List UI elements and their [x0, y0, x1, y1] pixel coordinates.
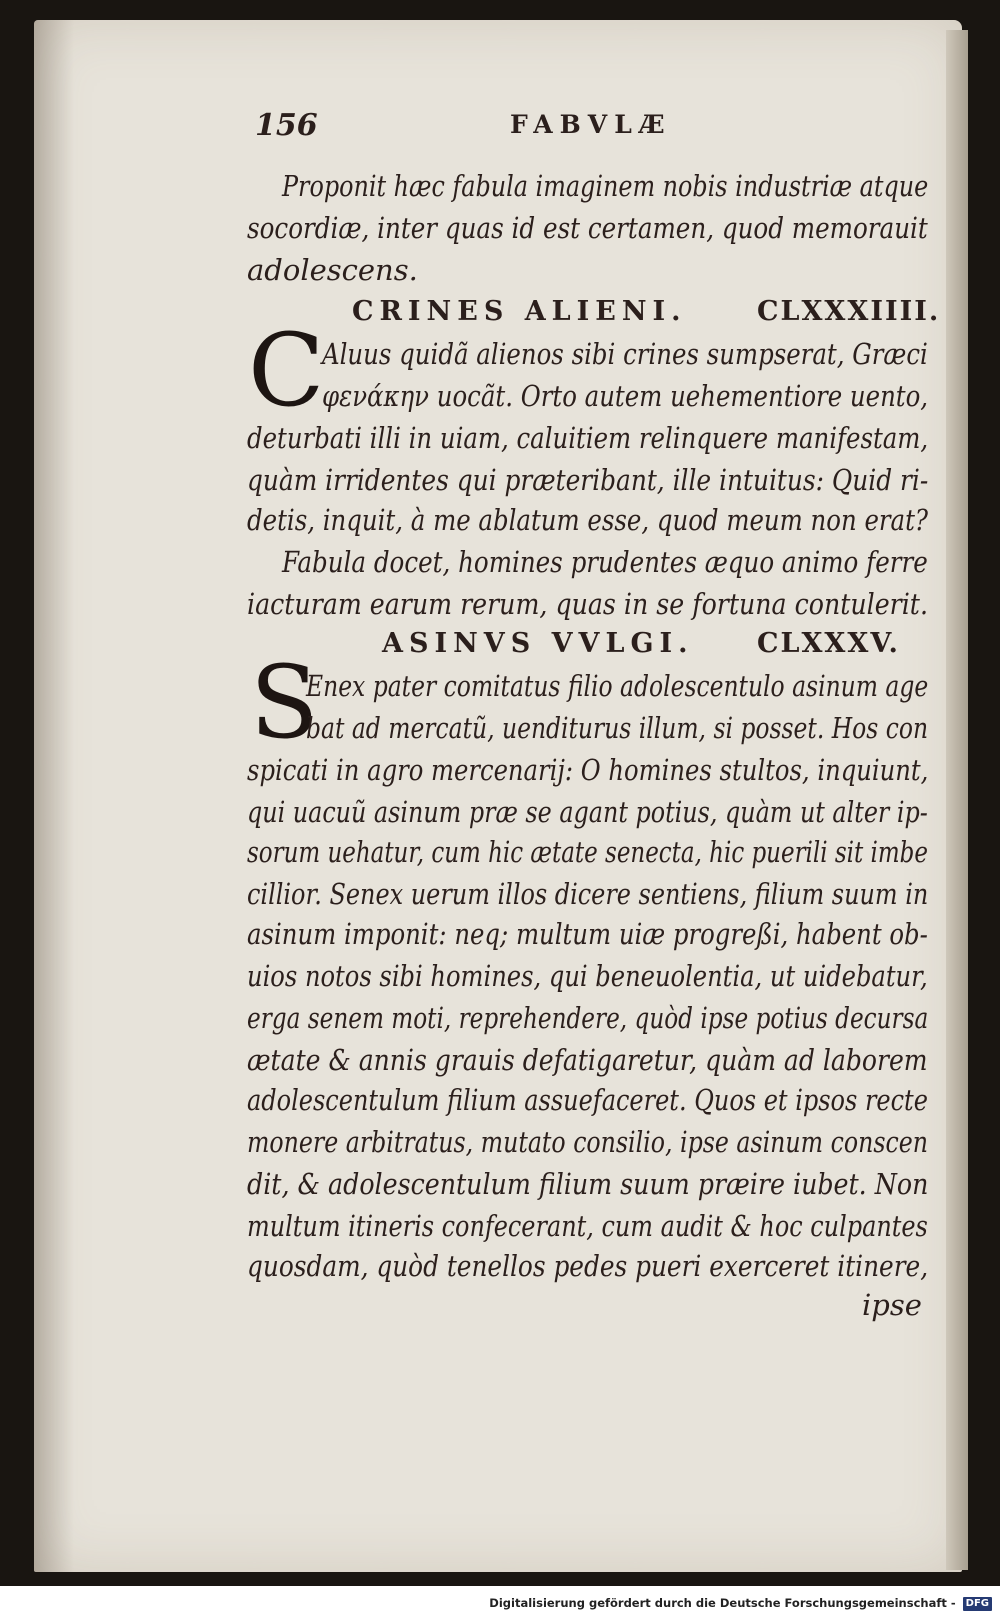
text-line: qui uacuũ asinum præ se agant potius, quàm ut alter ip-: [247, 795, 928, 829]
text-line: cillior. Senex uerum illos dicere sentiens, filium suum in: [247, 877, 929, 911]
text-line: Proponit hæc fabula imaginem nobis industriæ atque: [282, 169, 929, 203]
text-line: spicati in agro mercenarij: O homines stultos, inquiunt,: [247, 753, 929, 787]
text-line: Aluus quidã alienos sibi crines sumpserat, Græci: [322, 337, 928, 371]
text-line: socordiæ, inter quas id est certamen, quod memorauit: [247, 211, 928, 245]
text-line: monere arbitratus, mutato consilio, ipse asinum conscen: [247, 1125, 928, 1159]
fable-title: ASINVS VVLGI.: [382, 628, 694, 659]
text-line: adolescentulum filium assuefaceret. Quos et ipsos recte: [247, 1083, 928, 1117]
text-line: sorum uehatur, cum hic ætate senecta, hic puerili sit imbe: [247, 835, 928, 869]
fable-title: CRINES ALIENI.: [352, 296, 687, 327]
text-line: uios notos sibi homines, qui beneuolentia, ut uidebatur,: [247, 959, 928, 993]
text-line: adolescens.: [247, 253, 418, 287]
text-line: multum itineris confecerant, cum audit & hoc culpantes: [247, 1209, 928, 1243]
page-edge: [946, 30, 968, 1570]
text-line: asinum imponit: neq; multum uiæ progreßi, habent ob-: [247, 917, 928, 951]
footer-credit-text: Digitalisierung gefördert durch die Deutsche Forschungsgemeinschaft -: [489, 1596, 956, 1610]
footer-credit: [489, 1596, 992, 1611]
fable-heading: [382, 624, 927, 664]
text-line: deturbati illi in uiam, caluitiem relinquere manifestam,: [247, 421, 929, 455]
fable-number: CLXXXIIII.: [757, 296, 941, 327]
catchword: ipse: [862, 1288, 922, 1322]
moral-line: Fabula docet, homines prudentes æquo animo ferre: [282, 545, 928, 579]
text-line: detis, inquit, à me ablatum esse, quod meum non erat?: [247, 503, 929, 537]
text-line: Enex pater comitatus filio adolescentulo asinum age: [306, 669, 929, 703]
fable-number: CLXXXV.: [757, 628, 900, 659]
spine-shadow: [34, 20, 74, 1572]
footer-bar: [0, 1586, 1000, 1620]
drop-cap: C: [248, 312, 325, 429]
drop-cap: S: [250, 644, 319, 761]
moral-line: iacturam earum rerum, quas in se fortuna contulerit.: [247, 587, 928, 621]
text-line: bat ad mercatũ, uenditurus illum, si posset. Hos con: [306, 711, 929, 745]
text-line: dit, & adolescentulum filium suum præire iubet. Non: [247, 1167, 929, 1201]
text-line: quosdam, quòd tenellos pedes pueri exerceret itinere,: [247, 1249, 929, 1283]
running-title: FABVLÆ: [510, 110, 672, 139]
text-line: φενάκην uocãt. Orto autem uehementiore uento,: [322, 379, 929, 413]
running-head: [255, 108, 925, 152]
text-line: erga senem moti, reprehendere, quòd ipse potius decursa: [247, 1001, 929, 1035]
page-number: 156: [255, 108, 318, 143]
dfg-logo-icon: DFG: [963, 1597, 992, 1611]
text-line: quàm irridentes qui præteribant, ille intuitus: Quid ri-: [247, 463, 929, 497]
text-line: ætate & annis grauis defatigaretur, quàm ad laborem: [247, 1043, 928, 1077]
fable-heading: [352, 292, 941, 332]
